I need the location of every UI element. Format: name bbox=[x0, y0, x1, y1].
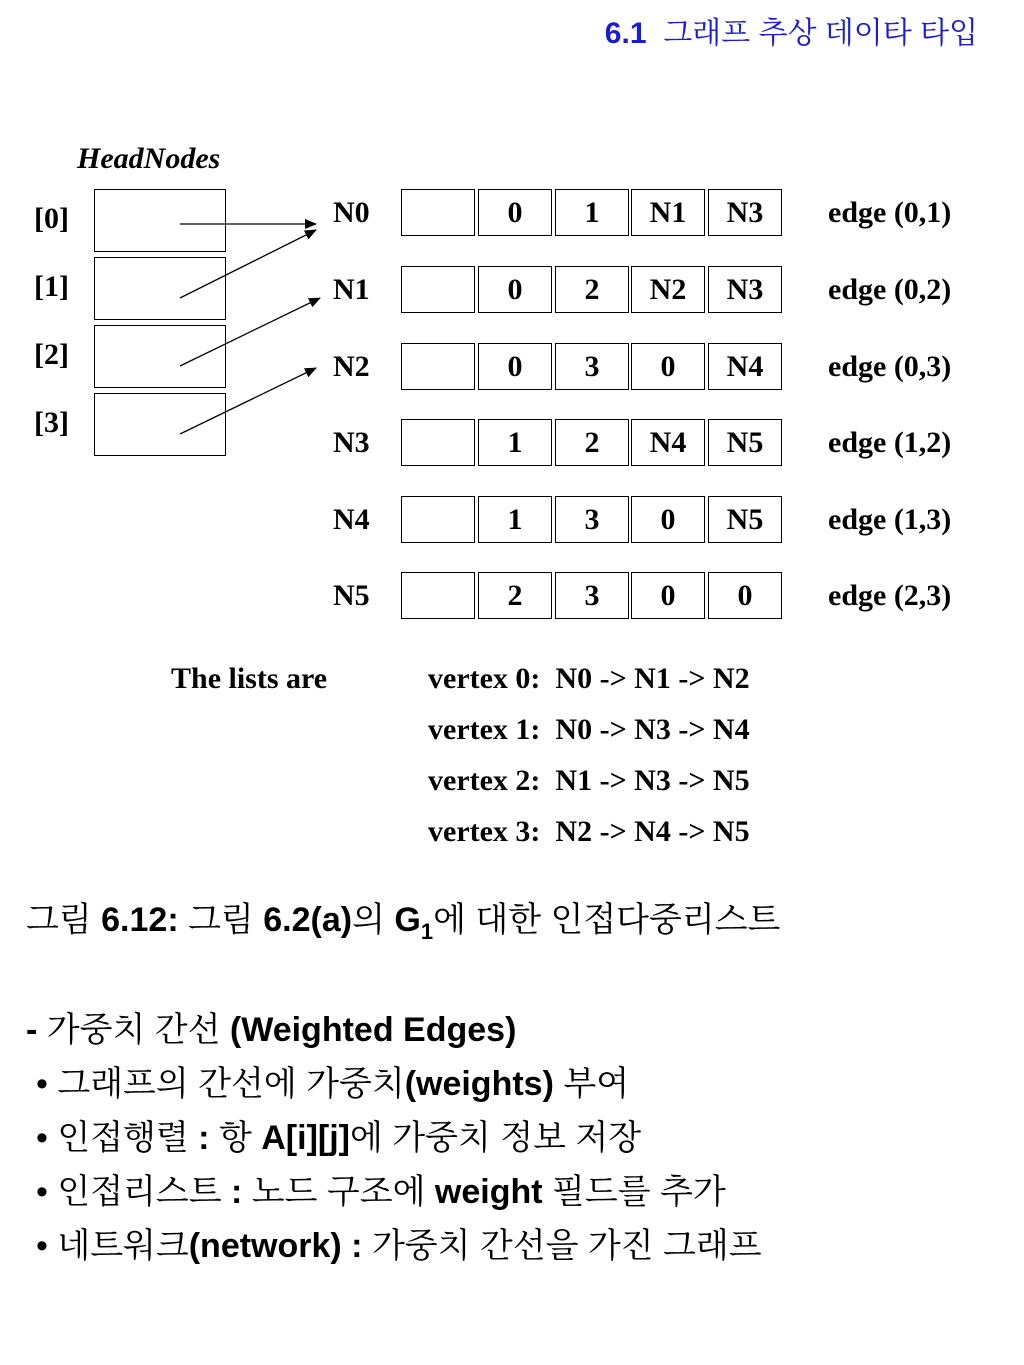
vertex-list-3: vertex 3: N2 -> N4 -> N5 bbox=[428, 815, 750, 848]
node-cell-path2: 0 bbox=[708, 572, 782, 619]
bullet-bold: A[i][j] bbox=[261, 1119, 350, 1157]
figure-caption bbox=[26, 892, 780, 945]
edge-label: edge (1,3) bbox=[828, 503, 952, 536]
headnode-index-2: [2] bbox=[34, 338, 69, 371]
node-cell-mark bbox=[401, 343, 475, 390]
bullet-text: 필드를 추가 bbox=[542, 1173, 726, 1211]
vertex-list-1: vertex 1: N0 -> N3 -> N4 bbox=[428, 713, 750, 746]
node-cell-path1: 0 bbox=[631, 496, 705, 543]
lists-title: The lists are bbox=[171, 662, 328, 695]
node-cell-vertex2: 1 bbox=[555, 189, 629, 236]
bullet-item bbox=[36, 1218, 762, 1267]
node-cell-path2: N3 bbox=[708, 266, 782, 313]
caption-mid2: 의 bbox=[352, 901, 395, 939]
edge-label: edge (0,3) bbox=[828, 350, 952, 383]
bullet-bold: (network) : bbox=[188, 1227, 372, 1265]
bullet-text: 가중치 간선을 가진 그래프 bbox=[371, 1227, 762, 1265]
vertex-list-0: vertex 0: N0 -> N1 -> N2 bbox=[428, 662, 750, 695]
weighted-heading bbox=[26, 1002, 516, 1051]
node-cell-mark bbox=[401, 419, 475, 466]
node-cell-path2: N5 bbox=[708, 496, 782, 543]
edge-label: edge (0,2) bbox=[828, 273, 952, 306]
node-cell-vertex1: 0 bbox=[478, 343, 552, 390]
node-label: N2 bbox=[333, 350, 370, 383]
caption-g: G bbox=[394, 901, 421, 939]
headnodes-label: HeadNodes bbox=[77, 142, 221, 175]
bullet-text: 노드 구조에 bbox=[251, 1173, 435, 1211]
node-cell-vertex2: 2 bbox=[555, 419, 629, 466]
node-cell-vertex2: 2 bbox=[555, 266, 629, 313]
node-cell-mark bbox=[401, 572, 475, 619]
node-cell-path2: N5 bbox=[708, 419, 782, 466]
bullet-text: 부여 bbox=[553, 1065, 630, 1103]
node-cell-path2: N4 bbox=[708, 343, 782, 390]
title-text: 그래프 추상 데이타 타입 bbox=[663, 17, 978, 50]
arrow-1-to-N0 bbox=[180, 230, 316, 298]
node-cell-vertex1: 0 bbox=[478, 266, 552, 313]
node-label: N4 bbox=[333, 503, 370, 536]
node-cell-path1: N1 bbox=[631, 189, 705, 236]
bullet-item bbox=[36, 1056, 629, 1105]
node-cell-vertex2: 3 bbox=[555, 496, 629, 543]
bullet-bold: weight bbox=[434, 1173, 543, 1211]
headnode-index-1: [1] bbox=[34, 270, 69, 303]
weighted-heading-dash: - bbox=[26, 1011, 47, 1049]
caption-ref: 6.2(a) bbox=[263, 901, 353, 939]
node-cell-vertex1: 2 bbox=[478, 572, 552, 619]
weighted-heading-en: (Weighted Edges) bbox=[229, 1011, 517, 1049]
node-cell-path2: N3 bbox=[708, 189, 782, 236]
edge-label: edge (0,1) bbox=[828, 196, 952, 229]
edge-label: edge (1,2) bbox=[828, 426, 952, 459]
headnode-index-3: [3] bbox=[34, 406, 69, 439]
node-label: N1 bbox=[333, 273, 370, 306]
headnode-index-0: [0] bbox=[34, 202, 69, 235]
bullet-text: 항 bbox=[218, 1119, 262, 1157]
arrow-2-to-N1 bbox=[180, 298, 320, 366]
bullet-bold: (weights) bbox=[404, 1065, 554, 1103]
caption-suffix: 에 대한 인접다중리스트 bbox=[433, 901, 781, 939]
node-cell-path1: 0 bbox=[631, 343, 705, 390]
node-cell-vertex1: 0 bbox=[478, 189, 552, 236]
bullet-text: • 인접행렬 bbox=[36, 1119, 199, 1157]
bullet-text: 에 가중치 정보 저장 bbox=[350, 1119, 642, 1157]
weighted-heading-ko: 가중치 간선 bbox=[46, 1011, 230, 1049]
bullet-text: • 인접리스트 bbox=[36, 1173, 232, 1211]
node-label: N3 bbox=[333, 426, 370, 459]
node-cell-path1: 0 bbox=[631, 572, 705, 619]
node-cell-mark bbox=[401, 496, 475, 543]
node-cell-vertex2: 3 bbox=[555, 343, 629, 390]
node-label: N0 bbox=[333, 196, 370, 229]
caption-sub: 1 bbox=[420, 918, 434, 944]
node-cell-mark bbox=[401, 266, 475, 313]
caption-prefix: 그림 bbox=[26, 901, 102, 939]
arrow-3-to-N2 bbox=[180, 368, 316, 434]
edge-label: edge (2,3) bbox=[828, 579, 952, 612]
bullet-item bbox=[36, 1164, 726, 1213]
caption-mid: 그림 bbox=[178, 901, 264, 939]
bullet-bold: : bbox=[198, 1119, 219, 1157]
node-cell-path1: N2 bbox=[631, 266, 705, 313]
node-cell-path1: N4 bbox=[631, 419, 705, 466]
bullet-text: • 네트워크 bbox=[36, 1227, 189, 1265]
caption-fig: 6.12: bbox=[101, 901, 179, 939]
bullet-bold: : bbox=[231, 1173, 252, 1211]
vertex-list-2: vertex 2: N1 -> N3 -> N5 bbox=[428, 764, 750, 797]
node-label: N5 bbox=[333, 579, 370, 612]
bullet-text: • 그래프의 간선에 가중치 bbox=[36, 1065, 405, 1103]
title-number: 6.1 bbox=[604, 17, 647, 50]
node-cell-vertex2: 3 bbox=[555, 572, 629, 619]
bullet-item bbox=[36, 1110, 641, 1159]
node-cell-mark bbox=[401, 189, 475, 236]
node-cell-vertex1: 1 bbox=[478, 496, 552, 543]
node-cell-vertex1: 1 bbox=[478, 419, 552, 466]
